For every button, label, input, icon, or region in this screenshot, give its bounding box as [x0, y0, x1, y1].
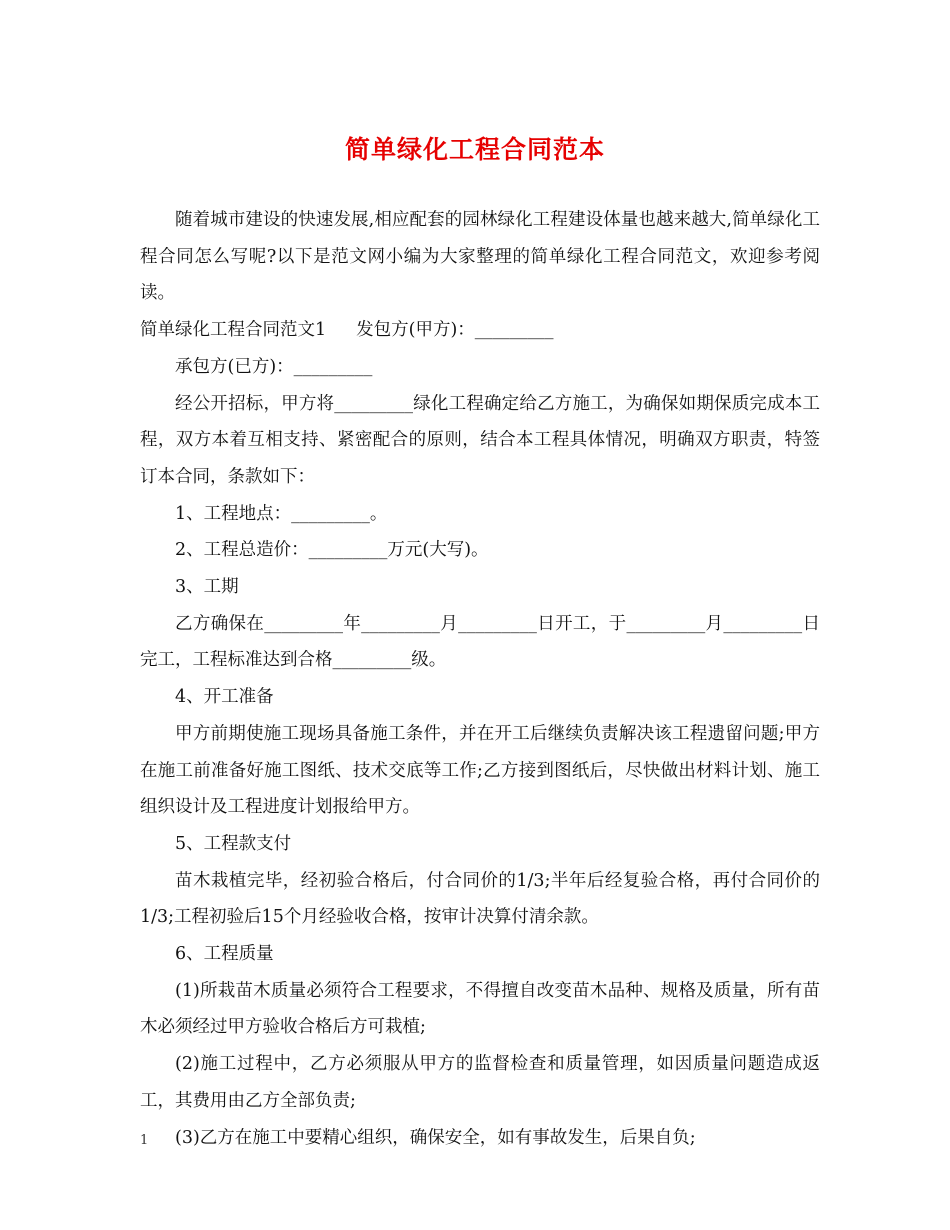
clause-location: 1、工程地点：_________。	[175, 503, 388, 524]
party-b-line: 承包方(已方)：_________	[175, 356, 373, 377]
clause-schedule-title: 3、工期	[175, 577, 239, 598]
clause-preparation-title: 4、开工准备	[175, 687, 274, 708]
clause-quality-title: 6、工程质量	[175, 944, 274, 965]
clause-payment-title: 5、工程款支付	[175, 833, 292, 854]
clause-quality-item-3: (3)乙方在施工中要精心组织，确保安全，如有事故发生，后果自负;	[175, 1127, 696, 1148]
document-title: 简单绿化工程合同范本	[344, 135, 605, 164]
page-number: 1	[140, 1133, 149, 1148]
sample-heading: 简单绿化工程合同范文1	[140, 320, 327, 341]
clause-quality-item-1: (1)所栽苗木质量必须符合工程要求，不得擅自改变苗木品种、规格及质量，所有苗木必须经过甲方验收合格后方可栽植;	[140, 980, 820, 1038]
party-a-line: 发包方(甲方)：_________	[356, 320, 554, 341]
clause-total-price: 2、工程总造价：_________万元(大写)。	[175, 540, 489, 561]
document-body	[140, 202, 820, 1156]
clause-payment-body: 苗木栽植完毕，经初验合格后，付合同价的1/3;半年后经复验合格，再付合同价的1/3;工程初验后15个月经验收合格，按审计决算付清余款。	[140, 870, 820, 928]
clause-quality-item-2: (2)施工过程中，乙方必须服从甲方的监督检查和质量管理，如因质量问题造成返工，其费用由乙方全部负责;	[140, 1054, 820, 1111]
contract-heading-line	[140, 312, 820, 349]
clause-schedule-body: 乙方确保在_________年_________月_________日开工，于_________月_________日完工，工程标准达到合格_________级。	[140, 613, 820, 671]
intro-paragraph: 随着城市建设的快速发展,相应配套的园林绿化工程建设体量也越来越大,简单绿化工程合同怎么写呢?以下是范文网小编为大家整理的简单绿化工程合同范文，欢迎参考阅读。	[140, 210, 820, 304]
clause-preparation-body: 甲方前期使施工现场具备施工条件，并在开工后继续负责解决该工程遗留问题;甲方在施工前准备好施工图纸、技术交底等工作;乙方接到图纸后，尽快做出材料计划、施工组织设计及工程进度计划报给甲方。	[140, 723, 820, 818]
preamble-paragraph: 经公开招标，甲方将_________绿化工程确定给乙方施工，为确保如期保质完成本工程，双方本着互相支持、紧密配合的原则，结合本工程具体情况，明确双方职责，特签订本合同，条款如下：	[140, 393, 820, 487]
